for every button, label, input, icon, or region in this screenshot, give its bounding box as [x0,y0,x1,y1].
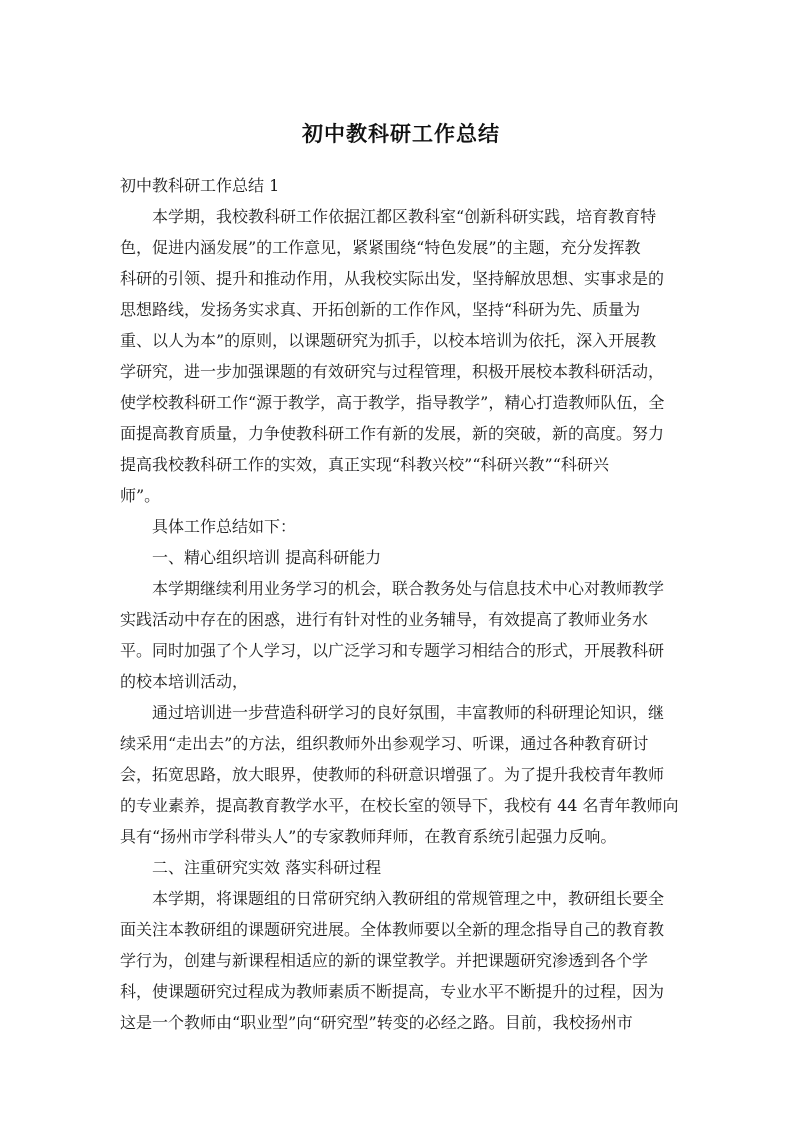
paragraph [120,883,682,1038]
text-line: 学行为，创建与新课程相适应的新的课堂教学。并把课题研究渗透到各个学 [120,951,649,970]
text-line: 本学期，我校教科研工作依据江都区教科室“创新科研实践，培育教育特 [152,207,657,226]
text-line: 本学期继续利用业务学习的机会，联合教务处与信息技术中心对教师教学 [152,579,665,598]
paragraph [120,542,682,573]
text-line: 这是一个教师由“职业型”向“研究型”转变的必经之路。目前，我校扬州市 [120,1013,633,1032]
text-line: 通过培训进一步营造科研学习的良好氛围，丰富教师的科研理论知识，继 [152,703,665,722]
text-line: 科，使课题研究过程成为教师素质不断提高，专业水平不断提升的过程，因为 [120,982,665,1001]
text-line: 实践活动中存在的困惑，进行有针对性的业务辅导，有效提高了教师业务水 [120,610,649,629]
document-subtitle: 初中教科研工作总结 1 [120,176,280,195]
document-title: 初中教科研工作总结 [302,122,500,146]
text-line: 具体工作总结如下： [152,517,297,536]
text-line: 科研的引领、提升和推动作用，从我校实际出发，坚持解放思想、实事求是的 [120,269,665,288]
text-line: 的专业素养，提高教育教学水平，在校长室的领导下，我校有 44 名青年教师向 [120,796,679,815]
paragraph [120,697,682,852]
text-line: 提高我校教科研工作的实效，真正实现“科教兴校”“科研兴教”“科研兴 [120,455,609,474]
paragraph [120,511,682,542]
text-line: 思想路线，发扬务实求真、开拓创新的工作作风，坚持“科研为先、质量为 [120,300,641,319]
text-line: 面提高教育质量，力争使教科研工作有新的发展，新的突破，新的高度。努力 [120,424,665,443]
paragraph [120,573,682,697]
text-line: 续采用“走出去”的方法，组织教师外出参观学习、听课，通过各种教育研讨 [120,734,649,753]
text-line: 具有“扬州市学科带头人”的专家教师拜师，在教育系统引起强力反响。 [120,827,617,846]
text-line: 师”。 [120,486,161,505]
text-line: 会，拓宽思路，放大眼界，使教师的科研意识增强了。为了提升我校青年教师 [120,765,665,784]
paragraph [120,852,682,883]
text-line: 二、注重研究实效 落实科研过程 [152,858,382,877]
text-line: 平。同时加强了个人学习，以广泛学习和专题学习相结合的形式，开展教科研 [120,641,665,660]
text-line: 使学校教科研工作“源于教学，高于教学，指导教学”，精心打造教师队伍，全 [120,393,665,412]
paragraph [120,201,682,511]
text-line: 本学期，将课题组的日常研究纳入教研组的常规管理之中，教研组长要全 [152,889,665,908]
text-line: 色，促进内涵发展”的工作意见，紧紧围绕“特色发展”的主题，充分发挥教 [120,238,641,257]
document-body [120,201,682,1038]
text-line: 学研究，进一步加强课题的有效研究与过程管理，积极开展校本教科研活动， [120,362,665,381]
text-line: 重、以人为本”的原则，以课题研究为抓手，以校本培训为依托，深入开展教 [120,331,657,350]
text-line: 面关注本教研组的课题研究进展。全体教师要以全新的理念指导自己的教育教 [120,920,665,939]
text-line: 一、精心组织培训 提高科研能力 [152,548,382,567]
text-line: 的校本培训活动， [120,672,249,691]
